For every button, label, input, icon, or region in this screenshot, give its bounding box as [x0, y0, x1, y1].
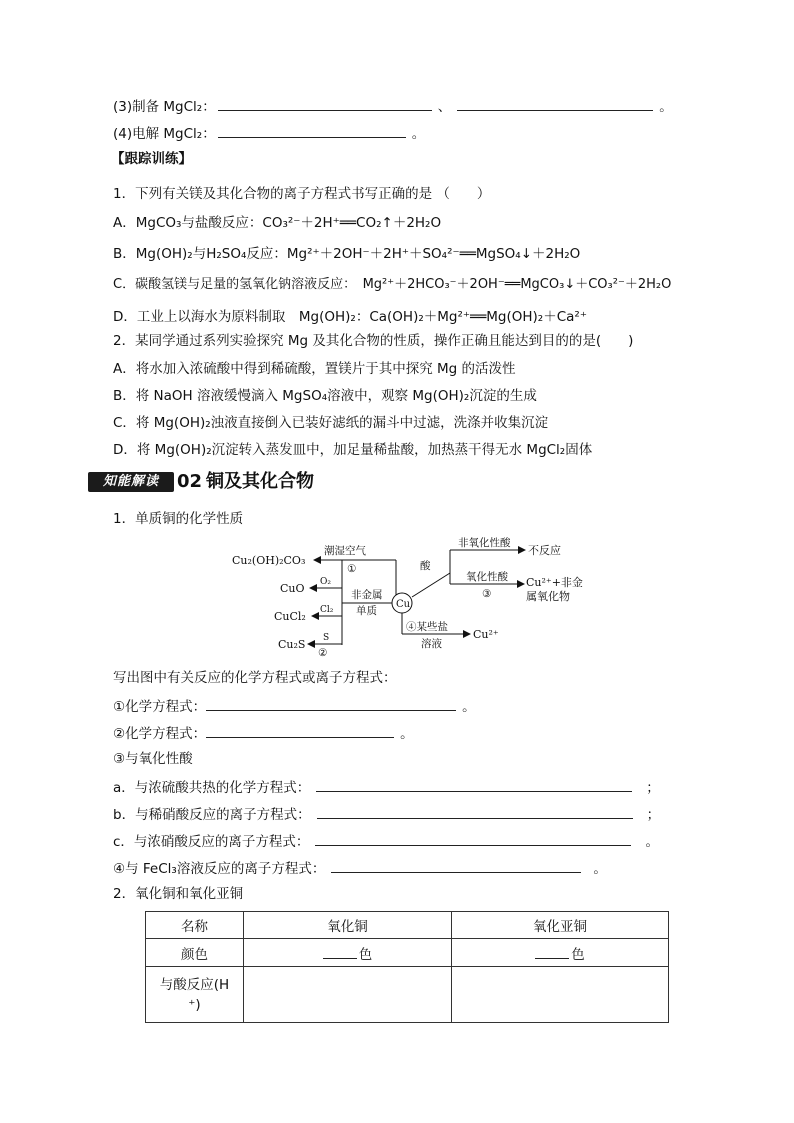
cu2o-color-blank[interactable]: [535, 944, 569, 959]
q3-blank-1[interactable]: [218, 96, 432, 111]
item2-label: ②化学方程式：: [113, 726, 207, 742]
item3b-end: ；: [646, 807, 661, 823]
item1-end: 。: [462, 699, 476, 715]
q3-label: (3)制备 MgCl₂：: [113, 99, 216, 115]
q3-end: 。: [659, 99, 673, 115]
label-cucl2: CuCl₂: [274, 610, 306, 623]
item3c-blank[interactable]: [315, 831, 631, 846]
cu2o-color-suffix: 色: [571, 946, 585, 963]
label-solution: 溶液: [421, 638, 442, 650]
item3-line: ③与氧化性酸: [113, 751, 193, 767]
label-n3: ③: [482, 588, 492, 600]
label-nonmetal-2: 单质: [356, 605, 377, 617]
item3c-line: [113, 831, 659, 851]
item1-blank[interactable]: [206, 696, 456, 711]
q2-option-d: D．将 Mg(OH)₂沉淀转入蒸发皿中，加足量稀盐酸，加热蒸干得无水 MgCl₂固体: [113, 442, 593, 458]
item3a-blank[interactable]: [316, 777, 632, 792]
item1-line: [113, 696, 476, 716]
q1-stem: 1．下列有关镁及其化合物的离子方程式书写正确的是 （ ）: [113, 186, 491, 202]
label-no-react: 不反应: [528, 544, 561, 557]
cuo-acid-cell[interactable]: [244, 967, 452, 1023]
item3b-label: b．与稀硝酸反应的离子方程式：: [113, 807, 311, 823]
q4-blank[interactable]: [218, 123, 406, 138]
item3a-label: a．与浓硫酸共热的化学方程式：: [113, 780, 311, 796]
item2-blank[interactable]: [206, 723, 394, 738]
q4-end: 。: [411, 126, 426, 142]
item3b-line: [113, 804, 660, 824]
item3a-end: ；: [646, 780, 660, 796]
section-number: 02: [177, 471, 203, 492]
item2-line: [113, 723, 414, 743]
label-s: S: [323, 633, 330, 643]
s1-intro: 写出图中有关反应的化学方程式或离子方程式：: [113, 670, 397, 686]
q1-option-d: D．工业上以海水为原料制取 Mg(OH)₂：Ca(OH)₂＋Mg²⁺══Mg(OH)₂＋Ca²⁺: [113, 309, 587, 325]
label-salt: ④某些盐: [406, 621, 448, 633]
q1-option-a: A．MgCO₃与盐酸反应：CO₃²⁻＋2H⁺══CO₂↑＋2H₂O: [113, 215, 442, 231]
table-row-acid: [146, 967, 669, 1023]
q4-label: (4)电解 MgCl₂：: [113, 126, 216, 142]
oxide-comparison-table: [145, 911, 669, 1023]
section-badge: 知能解读: [88, 472, 174, 492]
cuo-color-suffix: 色: [358, 946, 373, 963]
q2-option-a: A．将水加入浓硫酸中得到稀硫酸，置镁片于其中探究 Mg 的活泼性: [113, 361, 516, 377]
q3-line: [113, 96, 673, 116]
label-o2: O₂: [320, 577, 331, 587]
section-header: [88, 471, 673, 493]
label-n2: ②: [318, 647, 328, 657]
q2-option-b: B．将 NaOH 溶液缓慢滴入 MgSO₄溶液中，观察 Mg(OH)₂沉淀的生成: [113, 388, 537, 404]
label-n1: ①: [347, 563, 357, 575]
item3b-blank[interactable]: [317, 804, 633, 819]
follow-training-title: 【跟踪训练】: [111, 151, 192, 167]
cuo-color-blank[interactable]: [323, 944, 357, 959]
header-cuo: 氧化铜: [244, 912, 452, 939]
item4-line: [113, 858, 607, 878]
label-cu2-nonmetal: Cu²⁺+非金: [526, 576, 583, 589]
s1-title: 1．单质铜的化学性质: [113, 511, 244, 527]
label-cl2: Cl₂: [320, 605, 334, 615]
row-acid-label-line1: 与酸反应(H: [159, 976, 230, 993]
q2-option-c: C．将 Mg(OH)₂浊液直接倒入已装好滤纸的漏斗中过滤，洗涤并收集沉淀: [113, 415, 549, 431]
label-nonmetal-1: 非金属: [351, 589, 383, 601]
label-cu2oh2co3: Cu₂(OH)₂CO₃: [232, 554, 306, 567]
label-humid-air: 潮湿空气: [324, 545, 366, 557]
cu2o-color-cell: [452, 939, 669, 967]
table-row-color: [146, 939, 669, 967]
q1-option-b: B．Mg(OH)₂与H₂SO₄反应：Mg²⁺＋2OH⁻＋2H⁺＋SO₄²⁻══MgSO₄↓＋2H₂O: [113, 246, 581, 262]
item4-label: ④与 FeCl₃溶液反应的离子方程式：: [113, 861, 326, 877]
q2-stem: 2．某同学通过系列实验探究 Mg 及其化合物的性质，操作正确且能达到目的的是( ): [113, 333, 634, 349]
row-acid-label: [146, 967, 244, 1023]
table-header-row: [146, 912, 669, 939]
label-non-ox-acid: 非氧化性酸: [458, 537, 511, 549]
label-cuo: CuO: [280, 582, 305, 595]
label-nonmetal-oxide: 属氧化物: [526, 590, 570, 603]
item4-blank[interactable]: [331, 858, 581, 873]
item4-end: 。: [593, 861, 607, 877]
cu2o-acid-cell[interactable]: [452, 967, 669, 1023]
q4-line: [113, 123, 425, 143]
section-title: 铜及其化合物: [206, 471, 314, 492]
header-cu2o: 氧化亚铜: [452, 912, 669, 939]
item3a-line: [113, 777, 660, 797]
label-ox-acid: 氧化性酸: [466, 571, 508, 583]
label-cu2-ion: Cu²⁺: [473, 628, 499, 641]
label-acid: 酸: [420, 560, 431, 572]
copper-reaction-diagram: [228, 537, 608, 657]
q3-blank-2[interactable]: [457, 96, 653, 111]
row-acid-label-line2: ⁺): [188, 996, 201, 1013]
cuo-color-cell: [244, 939, 452, 967]
header-name: 名称: [146, 912, 244, 939]
label-cu-center: Cu: [396, 599, 411, 610]
item2-end: 。: [400, 726, 414, 742]
q1-option-c: C．碳酸氢镁与足量的氢氧化钠溶液反应： Mg²⁺＋2HCO₃⁻＋2OH⁻══MgCO₃↓＋CO₃²⁻＋2H₂O: [113, 277, 672, 292]
row-color-label: 颜色: [146, 939, 244, 967]
s2-title: 2．氧化铜和氧化亚铜: [113, 886, 244, 902]
item3c-end: 。: [645, 834, 659, 850]
q3-separator: 、: [437, 99, 452, 115]
item1-label: ①化学方程式：: [113, 699, 207, 715]
item3c-label: c．与浓硝酸反应的离子方程式：: [113, 834, 310, 850]
label-cu2s: Cu₂S: [278, 638, 306, 651]
